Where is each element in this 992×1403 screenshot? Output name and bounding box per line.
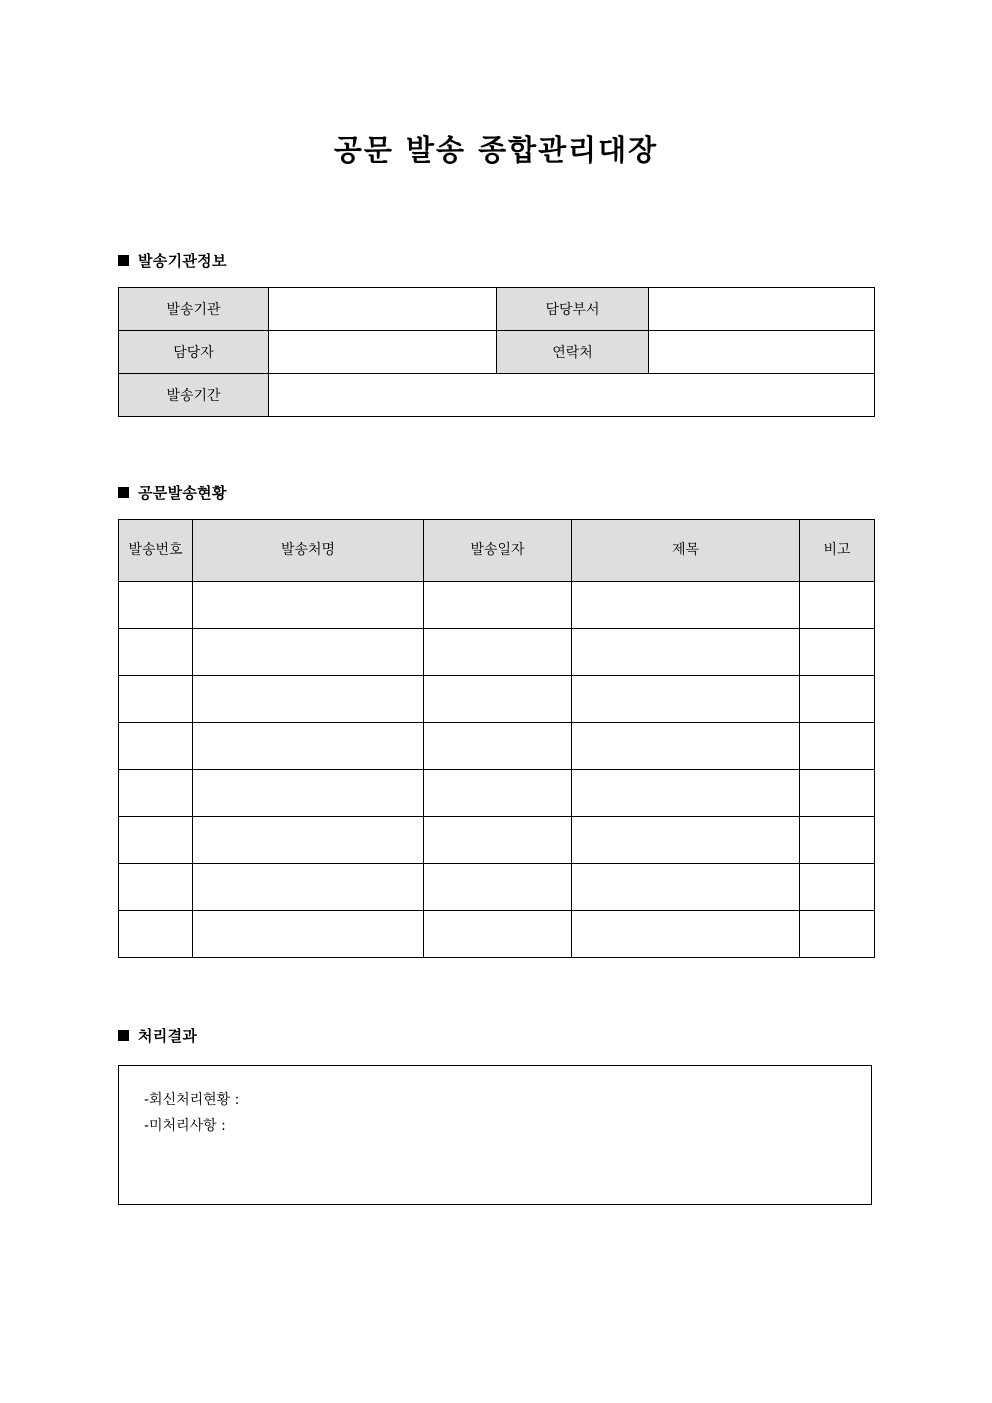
label-person-in-charge: 담당자 (119, 331, 269, 374)
cell-dispatch-number[interactable] (119, 723, 193, 770)
cell-dispatch-number[interactable] (119, 817, 193, 864)
cell-subject[interactable] (572, 582, 800, 629)
cell-dispatch-date[interactable] (424, 676, 572, 723)
cell-recipient-name[interactable] (193, 770, 424, 817)
cell-remarks[interactable] (800, 911, 875, 958)
cell-subject[interactable] (572, 723, 800, 770)
cell-subject[interactable] (572, 676, 800, 723)
cell-recipient-name[interactable] (193, 676, 424, 723)
table-row (119, 582, 875, 629)
black-square-bullet-icon (118, 255, 129, 266)
column-header-dispatch-number: 발송번호 (119, 520, 193, 582)
table-row (119, 676, 875, 723)
cell-subject[interactable] (572, 817, 800, 864)
label-department: 담당부서 (497, 288, 649, 331)
table-row (119, 374, 875, 417)
cell-subject[interactable] (572, 770, 800, 817)
field-dispatch-period[interactable] (269, 374, 875, 417)
section-heading-result (118, 1025, 197, 1046)
cell-dispatch-number[interactable] (119, 770, 193, 817)
table-row (119, 864, 875, 911)
table-row (119, 288, 875, 331)
sender-info-table (118, 287, 875, 417)
table-row (119, 723, 875, 770)
cell-recipient-name[interactable] (193, 864, 424, 911)
black-square-bullet-icon (118, 1030, 129, 1041)
cell-subject[interactable] (572, 864, 800, 911)
label-dispatch-period: 발송기간 (119, 374, 269, 417)
table-row (119, 817, 875, 864)
cell-remarks[interactable] (800, 582, 875, 629)
section-heading-sender-info (118, 250, 227, 271)
cell-dispatch-date[interactable] (424, 629, 572, 676)
field-person-in-charge[interactable] (269, 331, 497, 374)
field-department[interactable] (649, 288, 875, 331)
cell-recipient-name[interactable] (193, 817, 424, 864)
section-heading-label: 공문발송현황 (138, 484, 227, 502)
cell-dispatch-date[interactable] (424, 770, 572, 817)
cell-subject[interactable] (572, 629, 800, 676)
column-header-recipient-name: 발송처명 (193, 520, 424, 582)
page-title: 공문 발송 종합관리대장 (333, 133, 659, 167)
table-row (119, 629, 875, 676)
result-line-reply-status: -회신처리현황 : (144, 1092, 240, 1108)
cell-dispatch-date[interactable] (424, 911, 572, 958)
label-contact: 연락처 (497, 331, 649, 374)
cell-dispatch-number[interactable] (119, 864, 193, 911)
cell-remarks[interactable] (800, 864, 875, 911)
cell-remarks[interactable] (800, 817, 875, 864)
cell-dispatch-number[interactable] (119, 911, 193, 958)
column-header-dispatch-date: 발송일자 (424, 520, 572, 582)
cell-dispatch-date[interactable] (424, 817, 572, 864)
cell-dispatch-date[interactable] (424, 864, 572, 911)
field-sender-organization[interactable] (269, 288, 497, 331)
cell-recipient-name[interactable] (193, 723, 424, 770)
column-header-remarks: 비고 (800, 520, 875, 582)
label-sender-organization: 발송기관 (119, 288, 269, 331)
cell-recipient-name[interactable] (193, 629, 424, 676)
cell-dispatch-number[interactable] (119, 582, 193, 629)
result-line-pending-items: -미처리사항 : (144, 1117, 226, 1134)
cell-dispatch-date[interactable] (424, 582, 572, 629)
cell-remarks[interactable] (800, 770, 875, 817)
table-row (119, 911, 875, 958)
section-heading-label: 발송기관정보 (138, 252, 227, 270)
table-header-row (119, 520, 875, 582)
cell-recipient-name[interactable] (193, 582, 424, 629)
cell-dispatch-number[interactable] (119, 676, 193, 723)
column-header-subject: 제목 (572, 520, 800, 582)
table-row (119, 770, 875, 817)
cell-remarks[interactable] (800, 629, 875, 676)
cell-dispatch-date[interactable] (424, 723, 572, 770)
cell-dispatch-number[interactable] (119, 629, 193, 676)
cell-recipient-name[interactable] (193, 911, 424, 958)
cell-subject[interactable] (572, 911, 800, 958)
cell-remarks[interactable] (800, 723, 875, 770)
field-contact[interactable] (649, 331, 875, 374)
section-heading-label: 처리결과 (138, 1027, 198, 1045)
black-square-bullet-icon (118, 487, 129, 498)
dispatch-status-table (118, 519, 875, 958)
cell-remarks[interactable] (800, 676, 875, 723)
section-heading-dispatch-status (118, 482, 227, 503)
result-notes-box[interactable] (118, 1065, 872, 1205)
table-row (119, 331, 875, 374)
